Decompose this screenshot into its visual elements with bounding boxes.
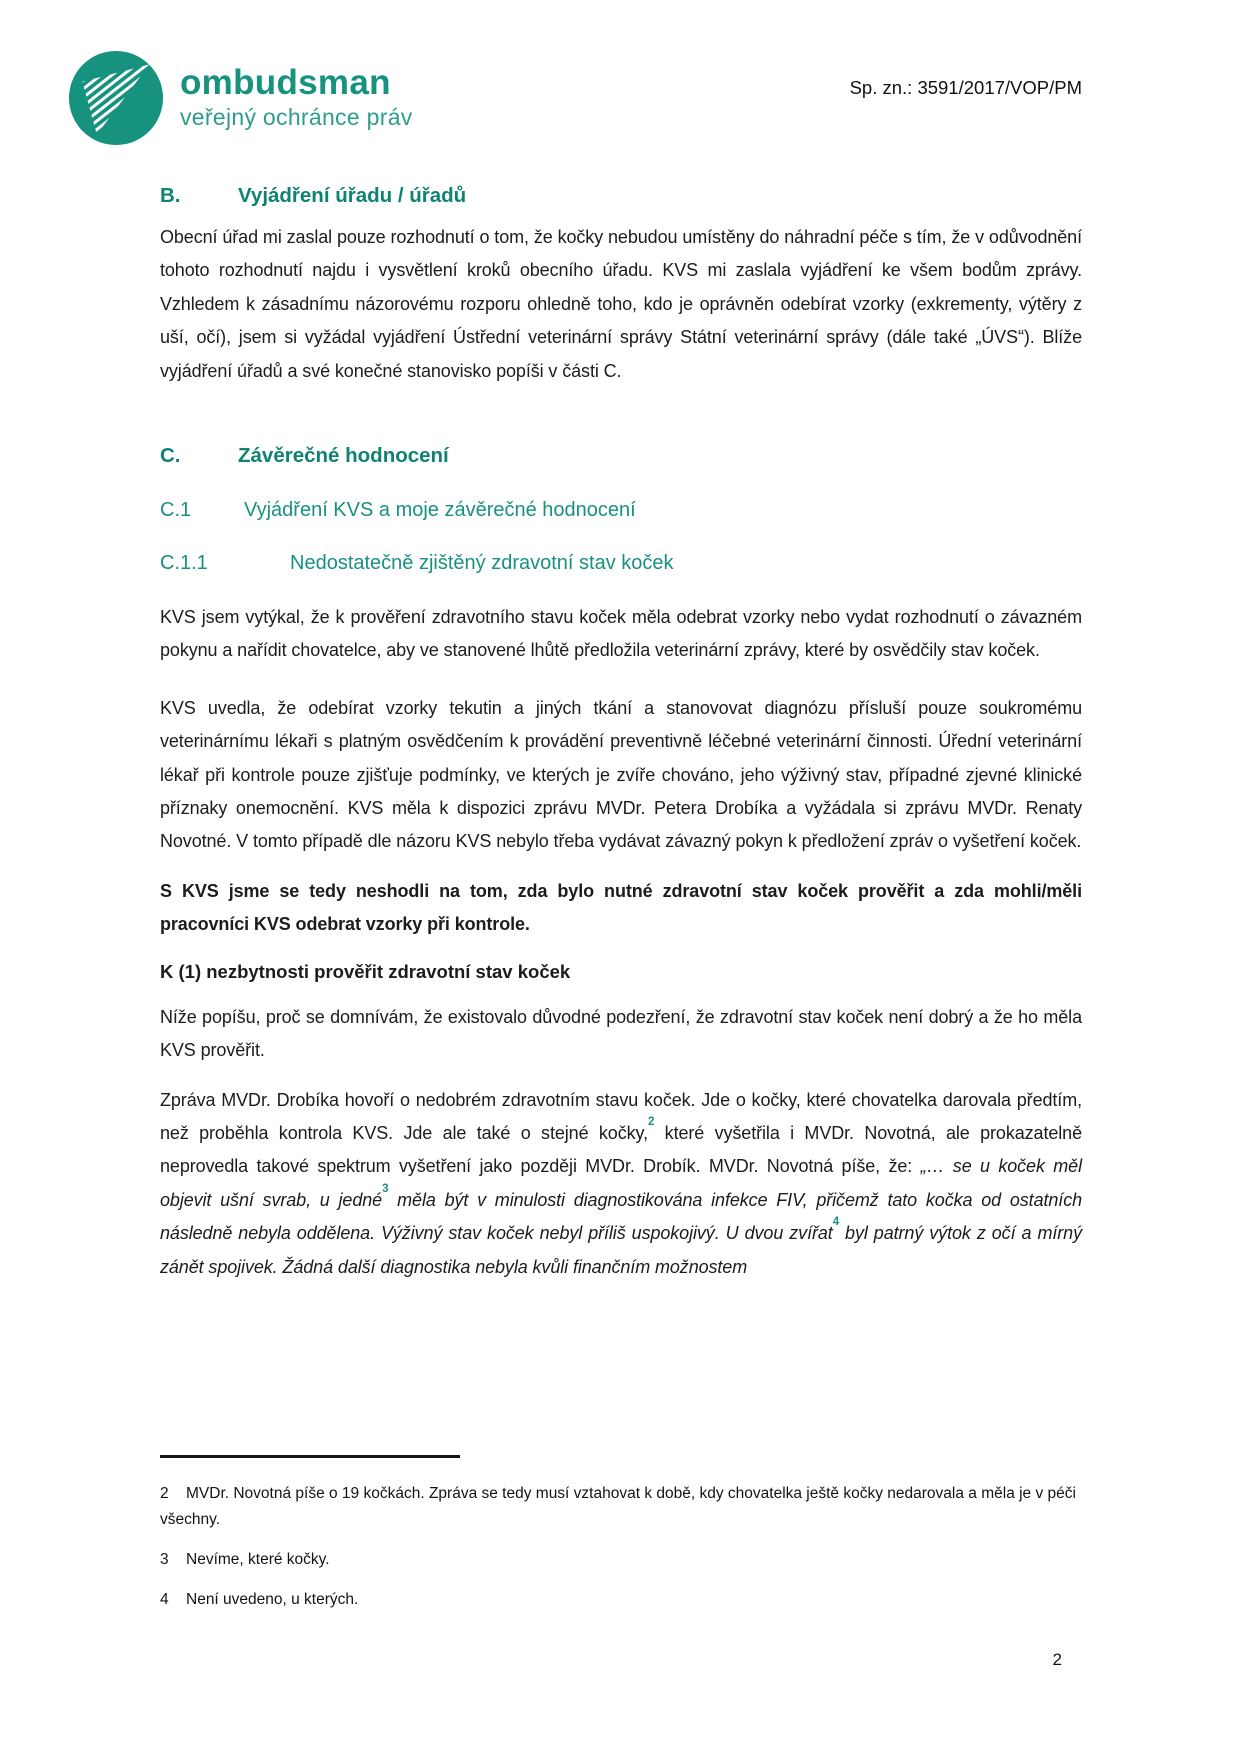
document-body (0, 182, 1240, 1284)
reference-number: Sp. zn.: 3591/2017/VOP/PM (849, 77, 1082, 98)
ombudsman-logo (68, 50, 413, 146)
section-heading-c1 (160, 497, 1082, 523)
heading-label: Vyjádření KVS a moje závěrečné hodnocení (244, 499, 636, 522)
logo-wordmark (180, 62, 413, 132)
heading-label: Závěrečné hodnocení (238, 444, 449, 468)
heading-number: C. (160, 444, 181, 468)
page-number: 2 (1052, 1650, 1062, 1669)
logo-tagline: veřejný ochránce práv (180, 104, 413, 131)
footnote-text: Není uvedeno, u kterých. (186, 1591, 359, 1608)
footnote-area (160, 1455, 1082, 1613)
paragraph-6-quote: měla být v minulosti diagnostikována infekce FIV, přičemž tato kočka od ostatních následně nebyla oddělena. Výživný stav koček nebyl příliš uspokojivý. U dvou zvířat (160, 1189, 1083, 1244)
page-header (0, 0, 1240, 146)
heading-number: B. (160, 184, 181, 207)
section-heading-c11 (160, 550, 1082, 576)
footnote-number: 4 (160, 1591, 169, 1608)
paragraph-1: Obecní úřad mi zaslal pouze rozhodnutí o tom, že kočky nebudou umístěny do náhradní péče s tím, že v odůvodnění tohoto rozhodnutí najdu i vysvětlení kroků obecního úřadu. KVS mi zaslala vyjádření ke všem bodům zprávy. Vzhledem k zásadnímu názorovému rozporu ohledně toho, kdo je oprávněn odebírat vzorky (exkrementy, výtěry z uší, očí), jsem si vyžádal vyjádření Ústřední veterinární správy Státní veterinární správy (dále také „ÚVS“). Blíže vyjádření úřadů a své konečné stanovisko popíši v části C. (160, 227, 1082, 381)
heading-number: C.1.1 (160, 552, 208, 575)
paragraph-6-text: Zpráva MVDr. Drobíka hovoří o nedobrém zdravotním stavu koček. Jde o kočky, které chovatelka darovala předtím, než proběhla kontrola KVS. Jde ale také o stejné kočky, (160, 1089, 1082, 1143)
paragraph-2: KVS jsem vytýkal, že k prověření zdravotního stavu koček měla odebrat vzorky nebo vydat rozhodnutí o závazném pokynu a nařídit chovatelce, aby ve stanovené lhůtě předložila veterinární zprávy, které by osvědčily stav koček. (160, 607, 1082, 661)
paragraph-3: KVS uvedla, že odebírat vzorky tekutin a jiných tkání a stanovovat diagnózu přísluší pouze soukromému veterinárnímu lékaři s platným osvědčením k provádění preventivně léčebné veterinární činnosti. Úřední veterinární lékař při kontrole pouze zjišťuje podmínky, ve kterých je zvíře chováno, jeho výživný stav, případné zjevné klinické příznaky onemocnění. KVS měla k dispozici zprávu MVDr. Petera Drobíka a vyžádala si zprávu MVDr. Renaty Novotné. V tomto případě dle názoru KVS nebylo třeba vydávat závazný pokyn k předložení zpráv o vyšetření koček. (160, 697, 1082, 852)
heading-number: C.1 (160, 499, 192, 522)
ombudsman-mark-icon (68, 50, 164, 146)
footnote-text: MVDr. Novotná píše o 19 kočkách. Zpráva se tedy musí vztahovat k době, kdy chovatelka ještě kočky nedarovala a měla je v péči všechny. (160, 1485, 1076, 1528)
footnote-separator (160, 1455, 460, 1458)
paragraph-6-text: které vyšetřila i MVDr. Novotná, ale prokazatelně neprovedla takové spektrum vyšetření jako později MVDr. Drobík. MVDr. Novotná píše, že: (160, 1122, 1082, 1177)
footnote-number: 3 (160, 1551, 169, 1568)
footnote-ref-3: 3 (382, 1182, 389, 1195)
footnote (160, 1587, 1082, 1613)
paragraph-5: Níže popíšu, proč se domnívám, že existovalo důvodné podezření, že zdravotní stav koček není dobrý a že ho měla KVS prověřit. (160, 1006, 1082, 1061)
inline-heading-k1: K (1) nezbytnosti prověřit zdravotní stav koček (160, 960, 571, 982)
footnote-ref-4: 4 (832, 1216, 839, 1229)
footnote-ref-2: 2 (647, 1115, 655, 1128)
paragraph-4-bold: S KVS jsme se tedy neshodli na tom, zda bylo nutné zdravotní stav koček prověřit a zda mohli/měli pracovníci KVS odebrat vzorky při kontrole. (160, 880, 1082, 935)
section-heading-b (160, 182, 1082, 209)
heading-label: Nedostatečně zjištěný zdravotní stav koček (290, 552, 674, 575)
footnote (160, 1547, 1082, 1573)
paragraph-6 (160, 1084, 1082, 1284)
logo-name: ombudsman (180, 62, 391, 102)
section-heading-c (160, 442, 1082, 469)
footnote (160, 1481, 1082, 1533)
footnote-number: 2 (160, 1485, 169, 1502)
heading-label: Vyjádření úřadu / úřadů (238, 184, 467, 207)
paragraph-6-quote: „… se u koček měl objevit ušní svrab, u jedné (160, 1156, 1082, 1210)
footnote-text: Nevíme, které kočky. (186, 1551, 330, 1568)
paragraph-6-quote: byl patrný výtok z očí a mírný zánět spojivek. Žádná další diagnostika nebyla kvůli finančním možnostem (160, 1223, 1082, 1277)
